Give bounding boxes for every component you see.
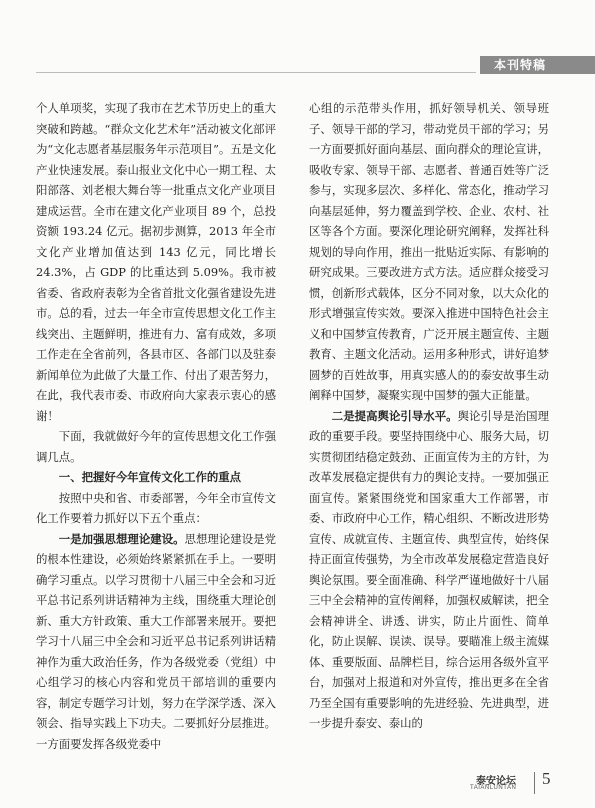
- right-column: [309, 98, 549, 734]
- paragraph: 下面，我就做好今年的宣传思想文化工作强调几点。: [36, 429, 276, 464]
- magazine-name: 泰安论坛: [476, 776, 516, 787]
- section-heading: 一、把握好今年宣传文化工作的重点: [58, 470, 242, 484]
- paragraph: [36, 529, 276, 755]
- paragraph-lead: 二是提高舆论引导水平。: [331, 408, 458, 423]
- footer-divider: [534, 772, 535, 794]
- page-number: 5: [542, 769, 551, 788]
- paragraph-body: 舆论引导是治国理政的重要手段。要坚持围绕中心、服务大局，切实贯彻团结稳定鼓劲、正面宣传为主的方针，为改革发展稳定提供有力的舆论支持。一要加强正面宣传。紧紧围绕党和国家重大工作部署，市委、市政府中心工作，精心组织、不断改进形势宣传、成就宣传、主题宣传、典型宣传，始终保持正面宣传强势，为全市改革发展稳定营造良好舆论氛围。要全面准确、科学严谨地做好十八届三中全会精神的宣传阐释，加强权威解读，把全会精神讲全、讲透、讲实，防止片面性、简单化，防止误解、误读、误导。要瞄准上级主流媒体、重要版面、品牌栏目，综合运用各级外宣平台，加强对上报道和对外宣传，推出更多在全省乃至全国有重要影响的先进经验、先进典型，进一步提升泰安、泰山的: [309, 408, 549, 730]
- magazine-pinyin: TAIANLUNTAN: [470, 785, 517, 791]
- paragraph: 心组的示范带头作用，抓好领导机关、领导班子、领导干部的学习，带动党员干部的学习；另一方面要抓好面向基层、面向群众的理论宣讲，吸收专家、领导干部、志愿者、普通百姓等广泛参与，实现多层次、多样化、常态化，推动学习向基层延伸，努力覆盖到学校、企业、农村、社区等各个方面。要深化理论研究阐释，发挥社科规划的导向作用，推出一批贴近实际、有影响的研究成果。三要改进方式方法。适应群众接受习惯，创新形式载体，区分不同对象，以大众化的形式增强宣传实效。要深入推进中国特色社会主义和中国梦宣传教育，广泛开展主题宣传、主题教育、主题文化活动。运用多种形式，讲好追梦圆梦的百姓故事，用真实感人的的泰安故事生动阐释中国梦，凝聚实现中国梦的强大正能量。: [309, 101, 549, 402]
- header-rule: [36, 72, 476, 73]
- paragraph-lead: 一是加强思想理论建设。: [58, 531, 185, 546]
- paragraph-body: 思想理论建设是党的根本性建设，必须始终紧紧抓在手上。一要明确学习重点。以学习贯彻十八届三中全会和习近平总书记系列讲话精神为主线，围绕重大理论创新、重大方针政策、重大工作部署来展开。要把学习十八届三中全会和习近平总书记系列讲话精神作为重大政治任务，作为各级党委（党组）中心组学习的核心内容和党员干部培训的重要内容，制定专题学习计划，努力在学深学透、深入领会、指导实践上下功夫。二要抓好分层推进。一方面要发挥各级党委中: [36, 531, 276, 751]
- paragraph: 个人单项奖，实现了我市在艺术节历史上的重大突破和跨越。“群众文化艺术年”活动被文化部评为“文化志愿者基层服务年示范项目”。五是文化产业快速发展。泰山报业文化中心一期工程、太阳部落、刘老根大舞台等一批重点文化产业项目建成运营。全市在建文化产业项目 89 个，总投资额 193.24 亿元。据初步测算，2013 年全市文化产业增加值达到 143 亿元，同比增长 24.3%，占 GDP 的比重达到 5.09%。我市被省委、省政府表彰为全省首批文化强省建设先进市。总的看，过去一年全市宣传思想文化工作主线突出、主题鲜明，推进有力、富有成效，多项工作走在全省前列，各县市区、各部门以及驻泰新闻单位为此做了大量工作、付出了艰苦努力，在此，我代表市委、市政府向大家表示衷心的感谢！: [36, 101, 276, 423]
- left-column: [36, 98, 276, 754]
- paragraph: [309, 406, 549, 734]
- section-label: 本刊特稿: [480, 56, 595, 74]
- page-footer: [470, 770, 580, 798]
- paragraph: 按照中央和省、市委部署，今年全市宣传文化工作要着力抓好以下五个重点：: [36, 490, 276, 525]
